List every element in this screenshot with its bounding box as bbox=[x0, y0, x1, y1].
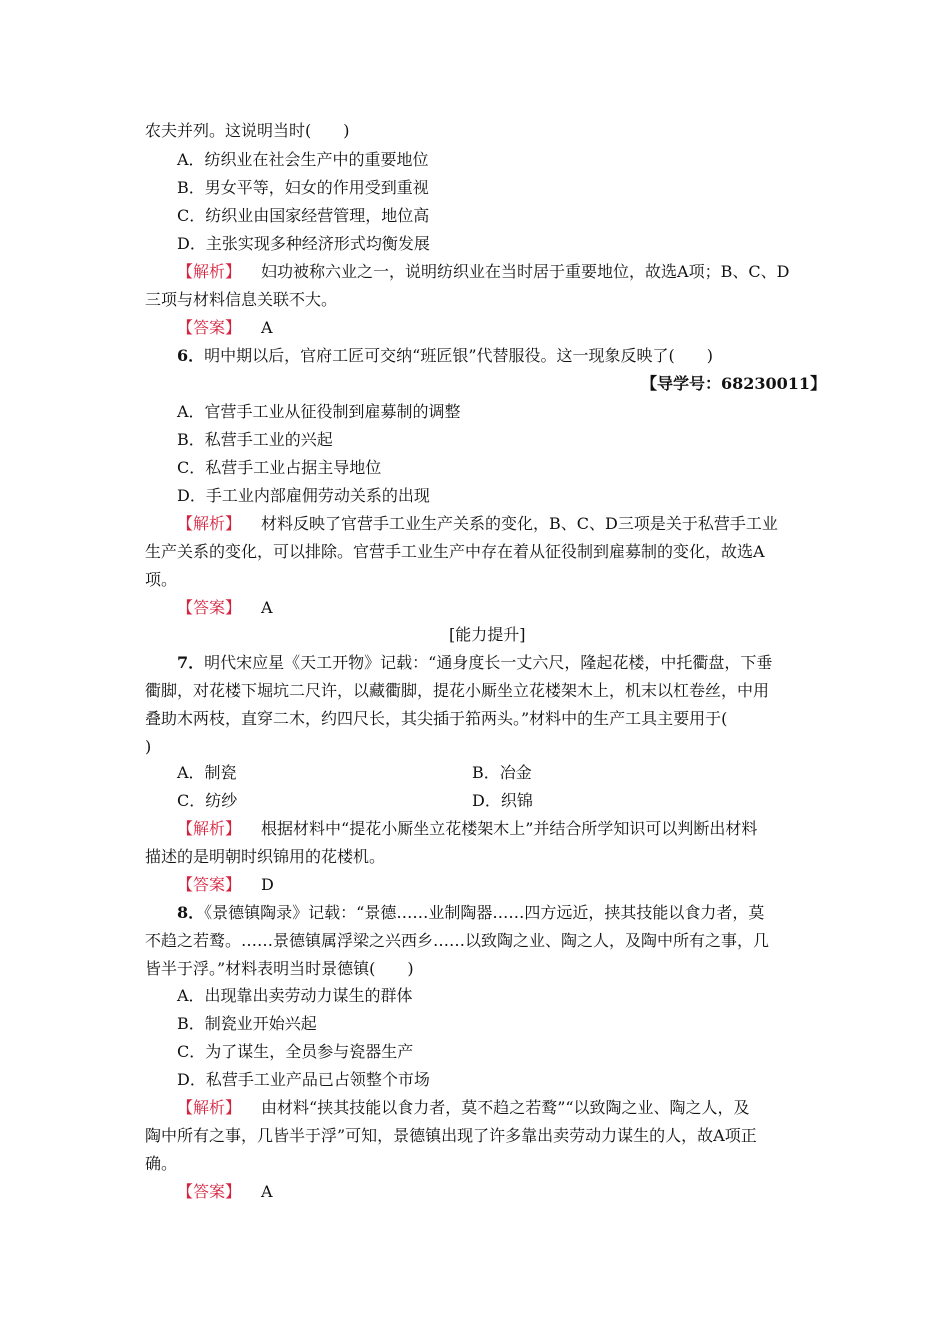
q6-option-a: A．官营手工业从征役制到雇募制的调整 bbox=[177, 402, 461, 421]
q8-analysis-text-2: 陶中所有之事，几皆半于浮”可知，景德镇出现了许多靠出卖劳动力谋生的人，故A项正 bbox=[145, 1126, 757, 1145]
q6-option-d: D．手工业内部雇佣劳动关系的出现 bbox=[177, 486, 430, 505]
q8-stem-text-1: 《景德镇陶录》记载：“景德……业制陶器……四方远近，挟其技能以食力者，莫 bbox=[204, 903, 765, 922]
q6-option-c: C．私营手工业占据主导地位 bbox=[177, 458, 382, 477]
q5-answer-value: A bbox=[261, 318, 273, 337]
q6-stem bbox=[177, 345, 713, 367]
q7-analysis bbox=[177, 818, 757, 840]
q6-analysis-text-1: 材料反映了官营手工业生产关系的变化，B、C、D三项是关于私营手工业 bbox=[261, 514, 778, 533]
analysis-label: 【解析】 bbox=[177, 1098, 242, 1117]
q8-number: 8． bbox=[177, 903, 205, 922]
q7-option-a: A．制瓷 bbox=[177, 763, 237, 782]
q5-option-b: B．男女平等，妇女的作用受到重视 bbox=[177, 178, 429, 197]
q8-analysis bbox=[177, 1097, 750, 1119]
q8-stem-3: 皆半于浮。”材料表明当时景德镇( ) bbox=[145, 959, 414, 978]
q7-stem-4: ) bbox=[145, 737, 152, 756]
analysis-label: 【解析】 bbox=[177, 819, 242, 838]
q7-number: 7． bbox=[177, 653, 205, 672]
q8-option-d: D．私营手工业产品已占领整个市场 bbox=[177, 1070, 430, 1089]
analysis-label: 【解析】 bbox=[177, 514, 242, 533]
answer-label: 【答案】 bbox=[177, 875, 242, 894]
q8-analysis-text-1: 由材料“挟其技能以食力者，莫不趋之若鹜”“以致陶之业、陶之人，及 bbox=[261, 1098, 750, 1117]
q6-analysis-text-2: 生产关系的变化，可以排除。官营手工业生产中存在着从征役制到雇募制的变化，故选A bbox=[145, 542, 765, 561]
q8-answer-value: A bbox=[261, 1182, 273, 1201]
q6-option-b: B．私营手工业的兴起 bbox=[177, 430, 333, 449]
q7-analysis-text-1: 根据材料中“提花小厮坐立花楼架木上”并结合所学知识可以判断出材料 bbox=[261, 819, 758, 838]
q7-stem-text-1: 明代宋应星《天工开物》记载：“通身度长一丈六尺，隆起花楼，中托衢盘，下垂 bbox=[204, 653, 773, 672]
q5-stem-tail: 农夫并列。这说明当时( ) bbox=[145, 121, 350, 140]
q8-stem-1 bbox=[177, 902, 764, 924]
q7-stem-3: 叠助木两枝，直穿二木，约四尺长，其尖插于筘两头。”材料中的生产工具主要用于( bbox=[145, 709, 728, 728]
answer-label: 【答案】 bbox=[177, 318, 242, 337]
q7-answer bbox=[177, 874, 274, 896]
q7-stem-1 bbox=[177, 652, 772, 674]
q6-answer bbox=[177, 597, 273, 619]
q5-analysis bbox=[177, 261, 789, 283]
q8-stem-2: 不趋之若鹜。……景德镇属浮梁之兴西乡……以致陶之业、陶之人，及陶中所有之事，几 bbox=[145, 931, 770, 950]
q6-number: 6． bbox=[177, 346, 205, 365]
q5-analysis-text-2: 三项与材料信息关联不大。 bbox=[145, 290, 338, 309]
q7-option-d: D．织锦 bbox=[472, 791, 533, 810]
q6-guide-number: 【导学号：68230011】 bbox=[641, 374, 827, 393]
q7-stem-2: 衢脚，对花楼下堀坑二尺许，以藏衢脚，提花小厮坐立花楼架木上，机末以杠卷丝，中用 bbox=[145, 681, 770, 700]
answer-label: 【答案】 bbox=[177, 598, 242, 617]
q8-option-c: C．为了谋生，全员参与瓷器生产 bbox=[177, 1042, 414, 1061]
q7-analysis-text-2: 描述的是明朝时织锦用的花楼机。 bbox=[145, 847, 386, 866]
q6-analysis bbox=[177, 513, 778, 535]
q7-option-b: B．冶金 bbox=[472, 763, 532, 782]
q7-answer-value: D bbox=[261, 875, 274, 894]
q6-answer-value: A bbox=[261, 598, 273, 617]
q6-stem-text: 明中期以后，官府工匠可交纳“班匠银”代替服役。这一现象反映了( ) bbox=[204, 346, 713, 365]
q8-answer bbox=[177, 1181, 273, 1203]
analysis-label: 【解析】 bbox=[177, 262, 242, 281]
q5-option-d: D．主张实现多种经济形式均衡发展 bbox=[177, 234, 430, 253]
q8-option-b: B．制瓷业开始兴起 bbox=[177, 1014, 317, 1033]
q5-answer bbox=[177, 317, 273, 339]
q8-option-a: A．出现靠出卖劳动力谋生的群体 bbox=[177, 986, 413, 1005]
q5-analysis-text-1: 妇功被称六业之一，说明纺织业在当时居于重要地位，故选A项；B、C、D bbox=[261, 262, 790, 281]
q6-analysis-text-3: 项。 bbox=[145, 570, 178, 589]
q5-option-a: A．纺织业在社会生产中的重要地位 bbox=[177, 150, 429, 169]
section-heading: [能力提升] bbox=[449, 625, 526, 644]
q8-analysis-text-3: 确。 bbox=[145, 1154, 178, 1173]
q7-option-c: C．纺纱 bbox=[177, 791, 238, 810]
q5-option-c: C．纺织业由国家经营管理，地位高 bbox=[177, 206, 430, 225]
answer-label: 【答案】 bbox=[177, 1182, 242, 1201]
